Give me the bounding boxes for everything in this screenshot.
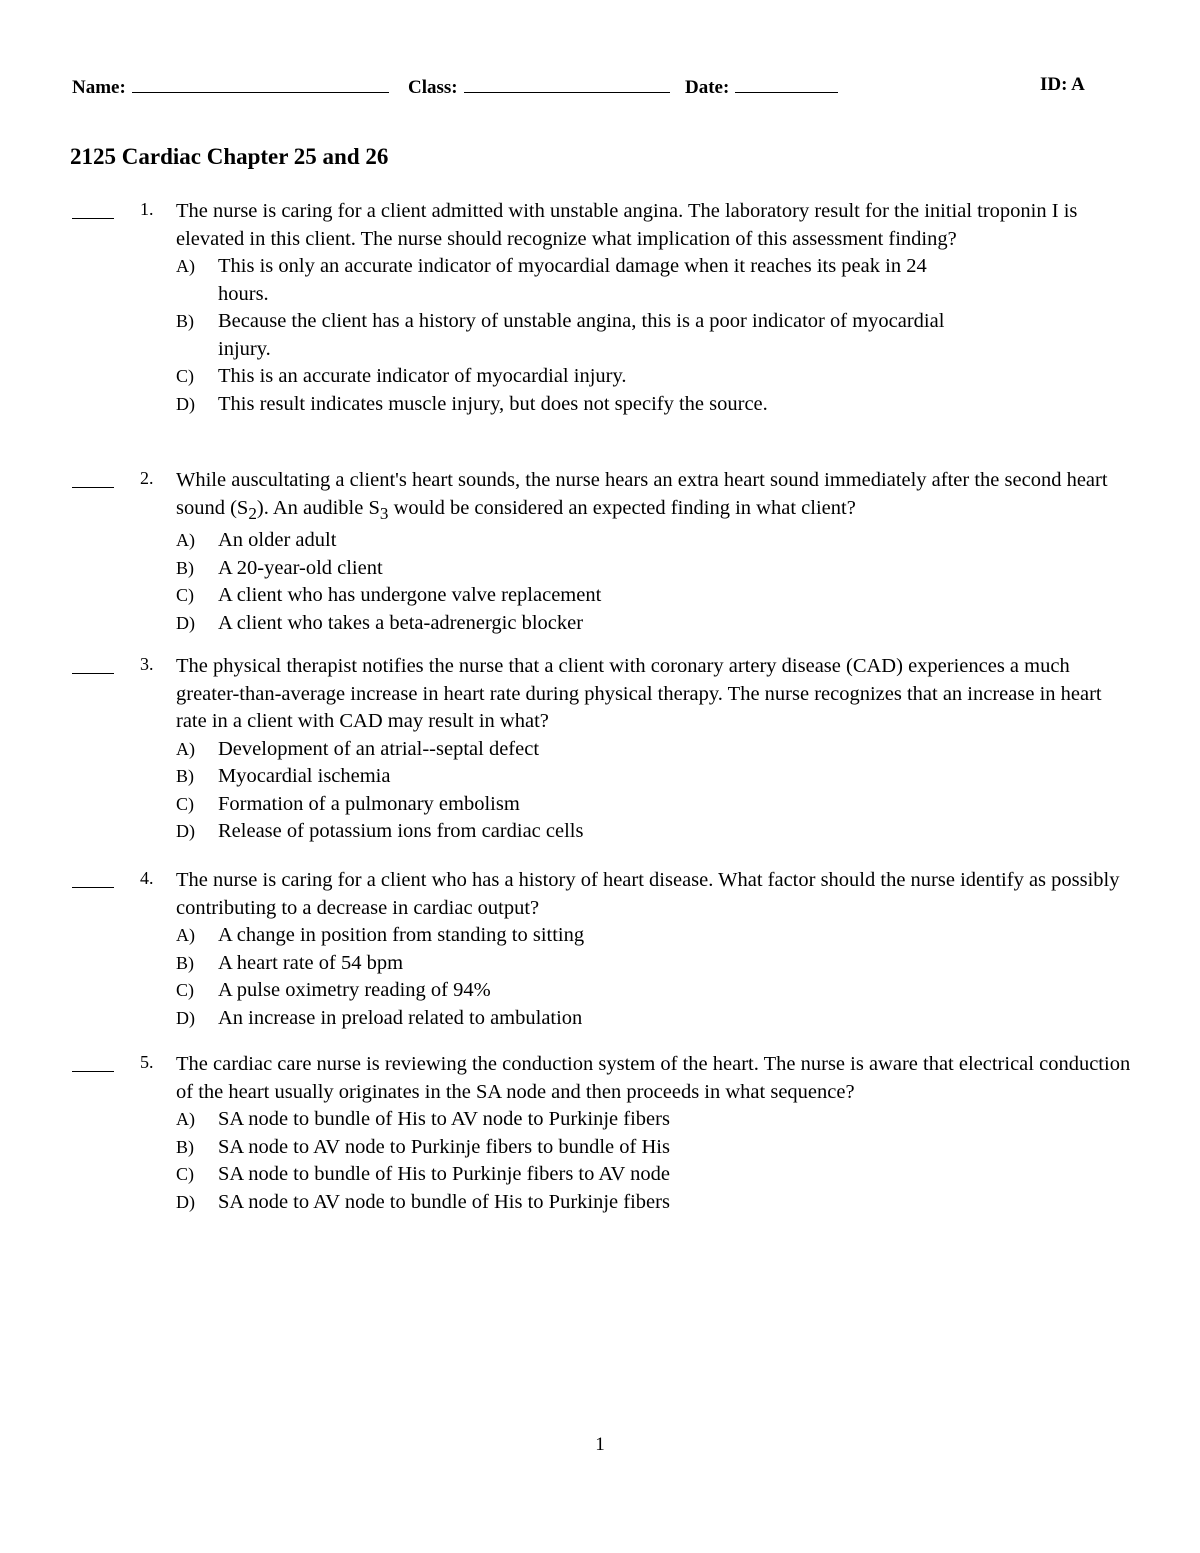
option-letter: C) <box>176 793 194 814</box>
option-letter: C) <box>176 366 194 386</box>
option-text: SA node to bundle of His to AV node to Purkinje fibers <box>218 1108 670 1130</box>
name-blank[interactable] <box>132 74 389 93</box>
answer-blank[interactable] <box>72 887 114 888</box>
question-stem: The cardiac care nurse is reviewing the conduction system of the heart. The nurse is aware that electrical conduction of the heart usually originates in the SA node and then proceeds in what sequence? <box>176 1053 1131 1103</box>
option-text: This is only an accurate indicator of myocardial damage when it reaches its peak in 24 hours. <box>218 255 927 305</box>
question-body <box>176 653 1136 846</box>
option-text: Myocardial ischemia <box>218 765 391 787</box>
date-field <box>685 74 838 99</box>
stem-text: would be considered an expected finding in what client? <box>388 496 856 519</box>
class-field <box>408 74 670 99</box>
option-letter: D) <box>176 1007 195 1028</box>
option-d[interactable] <box>176 391 978 419</box>
option-text: This result indicates muscle injury, but does not specify the source. <box>218 392 768 415</box>
option-text: Release of potassium ions from cardiac cells <box>218 820 584 842</box>
subscript: 3 <box>379 503 389 523</box>
option-b[interactable] <box>176 763 978 791</box>
option-b[interactable] <box>176 950 978 978</box>
option-letter: D) <box>176 393 195 414</box>
option-text: A pulse oximetry reading of 94% <box>218 979 491 1001</box>
name-label: Name: <box>72 77 126 98</box>
class-label: Class: <box>408 77 458 98</box>
class-blank[interactable] <box>464 74 670 93</box>
option-a[interactable] <box>176 527 978 555</box>
stem-text: While auscultating a client's heart sounds, the nurse hears an extra heart sound immediately after the second heart sound (S <box>176 469 1108 519</box>
option-text: A heart rate of 54 bpm <box>218 951 404 974</box>
question-number: 3. <box>140 654 154 674</box>
question-number: 5. <box>140 1052 154 1072</box>
question-stem: The nurse is caring for a client who has a history of heart disease. What factor should the nurse identify as possibly contributing to a decrease in cardiac output? <box>176 869 1120 919</box>
question-number: 1. <box>140 199 154 219</box>
option-text: SA node to AV node to bundle of His to Purkinje fibers <box>218 1190 670 1213</box>
question-number: 4. <box>140 868 154 888</box>
option-letter: B) <box>176 952 194 973</box>
option-letter: A) <box>176 530 195 551</box>
answer-blank[interactable] <box>72 673 114 674</box>
option-a[interactable] <box>176 1106 978 1134</box>
option-text: A client who has undergone valve replacement <box>218 584 602 607</box>
page-title: 2125 Cardiac Chapter 25 and 26 <box>70 144 389 169</box>
question-body <box>176 198 1136 418</box>
option-letter: B) <box>176 311 194 331</box>
option-d[interactable] <box>176 610 978 638</box>
option-letter: A) <box>176 925 195 945</box>
option-text: Formation of a pulmonary embolism <box>218 792 520 815</box>
question-body <box>176 1051 1136 1216</box>
question-stem <box>176 467 1136 527</box>
option-b[interactable] <box>176 308 978 363</box>
option-c[interactable] <box>176 582 978 610</box>
question-stem: The physical therapist notifies the nurse that a client with coronary artery disease (CAD) experiences a much greater-than-average increase in heart rate during physical therapy. The nurse recognizes that an increase in heart rate in a client with CAD may result in what? <box>176 655 1102 732</box>
option-c[interactable] <box>176 791 978 819</box>
date-label: Date: <box>685 77 730 98</box>
option-text: This is an accurate indicator of myocardial injury. <box>218 365 627 387</box>
option-d[interactable] <box>176 1005 978 1033</box>
date-blank[interactable] <box>735 74 838 93</box>
question-number: 2. <box>140 468 154 488</box>
option-letter: C) <box>176 1164 194 1184</box>
option-a[interactable] <box>176 253 978 308</box>
answer-blank[interactable] <box>72 1071 114 1072</box>
question-body <box>176 867 1136 1032</box>
worksheet-header <box>72 74 1100 100</box>
option-letter: D) <box>176 1191 195 1212</box>
option-letter: A) <box>176 738 195 759</box>
id-label: ID: A <box>1040 74 1085 95</box>
option-text: SA node to AV node to Purkinje fibers to bundle of His <box>218 1135 670 1158</box>
option-text: Development of an atrial--septal defect <box>218 737 540 760</box>
option-letter: D) <box>176 821 195 841</box>
option-letter: C) <box>176 980 194 1000</box>
option-c[interactable] <box>176 977 978 1005</box>
subscript: 2 <box>248 503 257 523</box>
option-text: An older adult <box>218 529 337 552</box>
option-letter: A) <box>176 1109 195 1129</box>
name-field <box>72 74 389 99</box>
option-b[interactable] <box>176 1134 978 1162</box>
option-b[interactable] <box>176 555 978 583</box>
option-text: A change in position from standing to sitting <box>218 924 585 946</box>
option-text: A client who takes a beta-adrenergic blocker <box>218 611 584 634</box>
option-d[interactable] <box>176 1189 978 1217</box>
answer-blank[interactable] <box>72 487 114 488</box>
question-body <box>176 467 1136 637</box>
option-letter: A) <box>176 256 195 276</box>
page-number: 1 <box>595 1434 605 1455</box>
question-stem: The nurse is caring for a client admitted with unstable angina. The laboratory result for the initial troponin I is elevated in this client. The nurse should recognize what implication of this assessment finding? <box>176 200 1078 250</box>
option-letter: B) <box>176 1136 194 1157</box>
option-text: Because the client has a history of unstable angina, this is a poor indicator of myocardial injury. <box>218 310 945 360</box>
option-letter: C) <box>176 585 194 606</box>
option-text: A 20-year-old client <box>218 556 383 579</box>
option-c[interactable] <box>176 1161 978 1189</box>
option-c[interactable] <box>176 363 978 391</box>
option-text: An increase in preload related to ambulation <box>218 1006 583 1029</box>
option-letter: B) <box>176 766 194 786</box>
option-letter: D) <box>176 612 195 633</box>
answer-blank[interactable] <box>72 218 114 219</box>
option-text: SA node to bundle of His to Purkinje fibers to AV node <box>218 1163 670 1185</box>
stem-text: ). An audible S <box>256 496 380 519</box>
option-letter: B) <box>176 557 194 578</box>
option-a[interactable] <box>176 922 978 950</box>
option-d[interactable] <box>176 818 978 846</box>
option-a[interactable] <box>176 736 978 764</box>
id-field <box>1040 74 1085 96</box>
